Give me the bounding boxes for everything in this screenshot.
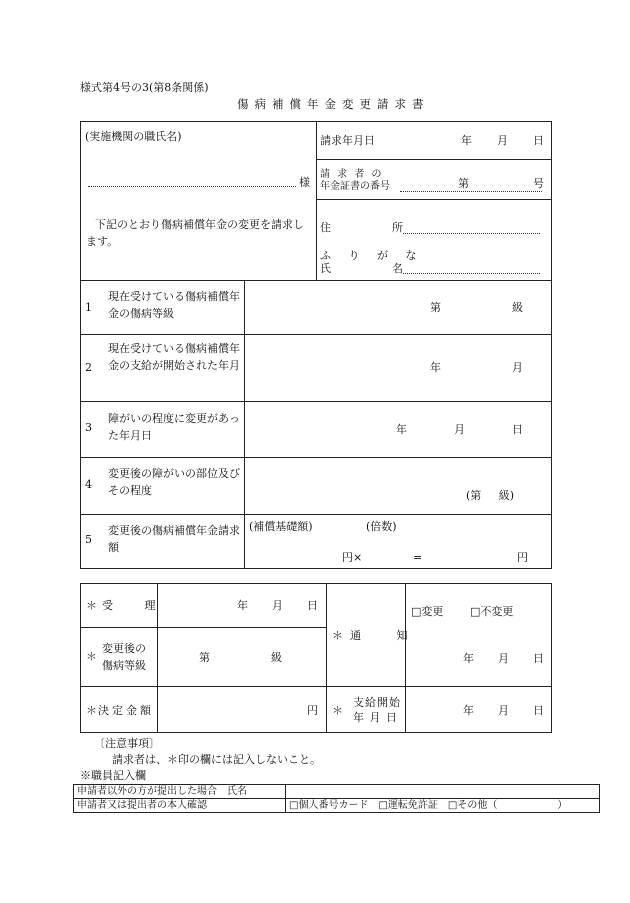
changed-grade-label: 変更後の傷病等級 [102, 642, 146, 673]
en-times: 円× [342, 551, 363, 564]
cert-gou: 号 [533, 177, 544, 190]
decision-amount-label: 決定金額 [98, 704, 154, 717]
item-number: 4 [85, 478, 92, 491]
rule [80, 401, 552, 402]
rule [80, 457, 552, 458]
institution-label: (実施機関の職氏名) [85, 130, 182, 143]
rule [405, 583, 406, 733]
item2-month[interactable]: 月 [512, 361, 523, 374]
form-number: 様式第4号の3(第8条関係) [80, 81, 209, 94]
reception-month[interactable]: 月 [272, 599, 283, 612]
request-date-label: 請求年月日 [320, 134, 375, 147]
multiple-label: (倍数) [366, 520, 397, 533]
decision-en: 円 [307, 704, 318, 717]
reception-label: 受 理 [102, 599, 170, 612]
star-mark: ＊ [332, 704, 343, 717]
name-input[interactable] [403, 273, 540, 274]
star-mark: ＊ [86, 704, 97, 717]
item-number: 5 [85, 533, 92, 546]
staff-row1-label: 申請者以外の方が提出した場合 氏名 [74, 785, 286, 799]
rule [316, 159, 552, 160]
item-label: 現在受けている傷病補償年金の支給が開始された年月 [108, 342, 240, 373]
address-input[interactable] [403, 233, 540, 234]
base-amount-label: (補償基礎額) [249, 520, 313, 533]
name-label-1: 氏 [320, 262, 331, 275]
notify-day[interactable]: 日 [533, 652, 544, 665]
staff-row-identity [74, 799, 600, 813]
item-number: 2 [85, 361, 92, 374]
start-label-2: 年 月 日 [353, 711, 398, 724]
request-date-month[interactable]: 月 [497, 134, 508, 147]
check-no-change[interactable]: □不変更 [470, 605, 514, 618]
rule [80, 627, 326, 628]
office-kyu: 級 [271, 651, 282, 664]
item3-year[interactable]: 年 [396, 423, 407, 436]
furigana-label: ふ り が な [320, 249, 424, 262]
staff-row-submitter [74, 785, 600, 799]
equals-sign: = [413, 551, 423, 564]
staff-heading: ※職員記入欄 [80, 769, 146, 782]
staff-row2-options[interactable]: □個人番号カード □運転免許証 □その他（ ） [286, 799, 600, 813]
star-mark: ＊ [86, 650, 97, 663]
cert-label-line2: 年金証書の番号 [320, 181, 390, 192]
reception-year[interactable]: 年 [237, 599, 248, 612]
start-label-1: 支給開始 [353, 696, 401, 709]
reception-day[interactable]: 日 [307, 599, 318, 612]
cert-number-input[interactable] [400, 191, 542, 192]
rule [80, 514, 552, 515]
sama-suffix: 様 [299, 176, 310, 189]
item3-month[interactable]: 月 [454, 423, 465, 436]
request-date-year[interactable]: 年 [461, 134, 472, 147]
item-label: 現在受けている傷病補償年金の傷病等級 [108, 290, 240, 321]
request-date-day[interactable]: 日 [533, 134, 544, 147]
request-text: 下記のとおり傷病補償年金の変更を請求します。 [86, 218, 304, 249]
item2-year[interactable]: 年 [430, 361, 441, 374]
item3-day[interactable]: 日 [512, 423, 523, 436]
rule [244, 280, 245, 569]
staff-row1-value[interactable] [286, 785, 600, 799]
notes-heading: 〔注意事項〕 [94, 737, 160, 750]
rule [326, 583, 327, 733]
start-day[interactable]: 日 [533, 704, 544, 717]
notify-label: 通 知 [350, 629, 424, 642]
notify-month[interactable]: 月 [498, 652, 509, 665]
item-label: 障がいの程度に変更があった年月日 [108, 412, 240, 443]
item1-kyu: 級 [512, 301, 523, 314]
rule [80, 686, 552, 687]
institution-input[interactable] [88, 186, 296, 187]
rule [316, 121, 317, 280]
staff-table [73, 784, 600, 813]
start-month[interactable]: 月 [498, 704, 509, 717]
form-title: 傷病補償年金変更請求書 [237, 97, 430, 111]
star-mark: ＊ [332, 629, 343, 642]
office-dai: 第 [199, 651, 210, 664]
item-number: 1 [85, 301, 92, 314]
notify-year[interactable]: 年 [463, 652, 474, 665]
en-total: 円 [517, 551, 528, 564]
cert-label-line1: 請 求 者 の [320, 169, 384, 180]
start-year[interactable]: 年 [463, 704, 474, 717]
check-change[interactable]: □変更 [411, 605, 444, 618]
address-label-1: 住 [320, 221, 331, 234]
item-label: 変更後の傷病補償年金請求額 [108, 524, 240, 555]
item1-dai: 第 [430, 301, 441, 314]
staff-row2-label: 申請者又は提出者の本人確認 [74, 799, 286, 813]
star-mark: ＊ [86, 599, 97, 612]
rule [80, 334, 552, 335]
item-label: 変更後の障がいの部位及びその程度 [108, 467, 240, 498]
rule [316, 199, 552, 200]
cert-dai: 第 [458, 177, 469, 190]
item-number: 3 [85, 421, 92, 434]
item4-grade[interactable]: (第 級) [466, 489, 515, 502]
rule [80, 280, 552, 281]
address-label-2: 所 [392, 221, 403, 234]
name-label-2: 名 [392, 262, 403, 275]
notes-text: 請求者は、＊印の欄には記入しないこと。 [112, 753, 321, 766]
